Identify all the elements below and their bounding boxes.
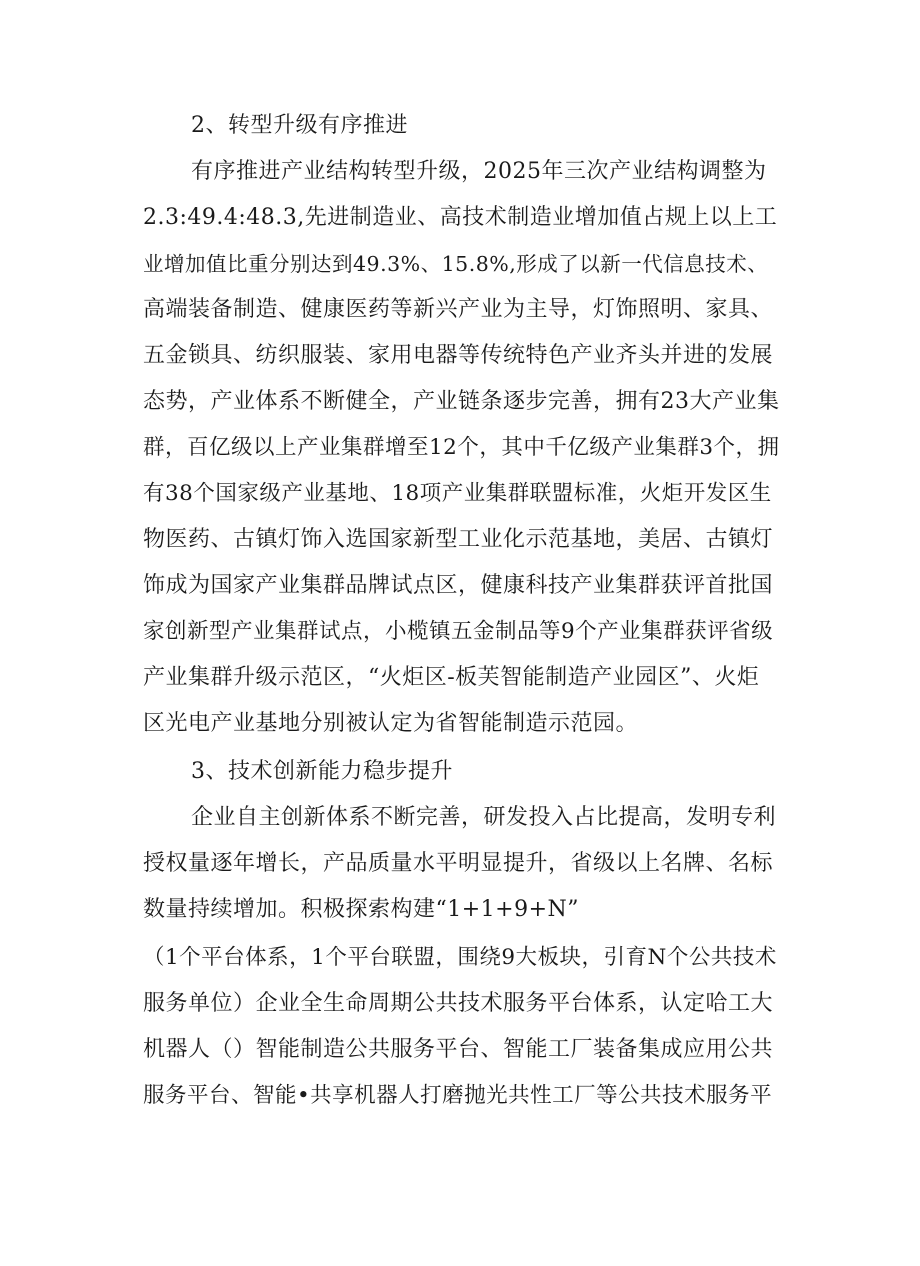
paragraph-line: 家创新型产业集群试点，小榄镇五金制品等9个产业集群获评省级 — [143, 619, 774, 644]
section-heading-innovation: 3、技术创新能力稳步提升 — [191, 759, 453, 784]
paragraph-line: 饰成为国家产业集群品牌试点区，健康科技产业集群获评首批国 — [143, 573, 774, 598]
paragraph-line: 五金锁具、纺织服装、家用电器等传统特色产业齐头并进的发展 — [143, 343, 774, 368]
paragraph-line: 机器人（）智能制造公共服务平台、智能工厂装备集成应用公共 — [143, 1037, 774, 1062]
paragraph-line: 高端装备制造、健康医药等新兴产业为主导，灯饰照明、家具、 — [143, 297, 774, 322]
paragraph-line: 授权量逐年增长，产品质量水平明显提升，省级以上名牌、名标 — [143, 851, 774, 876]
paragraph-line: （1个平台体系，1个平台联盟，围绕9大板块，引育N个公共技术 — [143, 945, 777, 970]
paragraph-line: 区光电产业基地分别被认定为省智能制造示范园。 — [143, 711, 639, 736]
paragraph-line: 群，百亿级以上产业集群增至12个，其中千亿级产业集群3个，拥 — [143, 435, 780, 460]
paragraph-line: 业增加值比重分别达到49.3%、15.8%,形成了以新一代信息技术、 — [143, 252, 769, 276]
paragraph-line: 物医药、古镇灯饰入选国家新型工业化示范基地，美居、古镇灯 — [143, 527, 774, 552]
paragraph-line: 有序推进产业结构转型升级，2025年三次产业结构调整为 — [191, 159, 767, 184]
paragraph-line: 数量持续增加。积极探索构建“1+1+9+N” — [143, 897, 580, 922]
paragraph-line: 产业集群升级示范区，“火炬区-板芙智能制造产业园区”、火炬 — [143, 665, 760, 690]
paragraph-line: 服务单位）企业全生命周期公共技术服务平台体系，认定哈工大 — [143, 991, 774, 1016]
paragraph-line: 2.3:49.4:48.3,先进制造业、高技术制造业增加值占规上以上工 — [143, 205, 778, 230]
paragraph-line: 有38个国家级产业基地、18项产业集群联盟标准，火炬开发区生 — [143, 481, 772, 506]
paragraph-line: 服务平台、智能•共享机器人打磨抛光共性工厂等公共技术服务平 — [143, 1083, 773, 1108]
section-heading-transformation: 2、转型升级有序推进 — [191, 113, 408, 138]
paragraph-line: 态势，产业体系不断健全，产业链条逐步完善，拥有23大产业集 — [143, 389, 780, 414]
paragraph-line: 企业自主创新体系不断完善，研发投入占比提高，发明专利 — [191, 805, 777, 830]
